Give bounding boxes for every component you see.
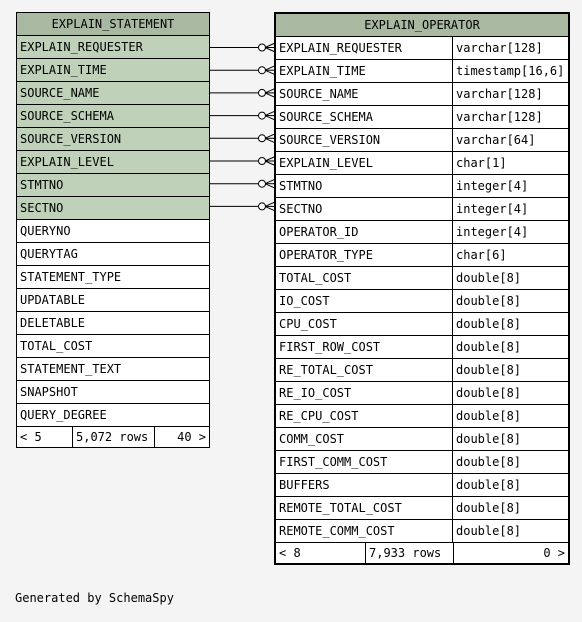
column-type: double[8] bbox=[456, 455, 522, 469]
column-type: varchar[64] bbox=[456, 133, 536, 147]
generator-credit: Generated by SchemaSpy bbox=[15, 591, 174, 605]
column-type: varchar[128] bbox=[456, 41, 543, 55]
column-name: OPERATOR_ID bbox=[276, 221, 453, 243]
column-name: EXPLAIN_TIME bbox=[20, 63, 107, 77]
column-name: SOURCE_SCHEMA bbox=[20, 109, 114, 123]
column-type: varchar[128] bbox=[456, 87, 543, 101]
column-name: EXPLAIN_REQUESTER bbox=[276, 37, 453, 59]
column-name: EXPLAIN_LEVEL bbox=[20, 155, 114, 169]
column-type: integer[4] bbox=[456, 202, 529, 216]
column-name: QUERYNO bbox=[20, 224, 71, 238]
column-name: SOURCE_NAME bbox=[276, 83, 453, 105]
column-name: CPU_COST bbox=[276, 313, 453, 335]
column-name: IO_COST bbox=[276, 290, 453, 312]
column-name: REMOTE_TOTAL_COST bbox=[276, 497, 453, 519]
column-name: TOTAL_COST bbox=[20, 339, 93, 353]
column-name: FIRST_ROW_COST bbox=[276, 336, 453, 358]
column-type: double[8] bbox=[456, 524, 522, 538]
column-type: double[8] bbox=[456, 317, 522, 331]
column-name: SOURCE_SCHEMA bbox=[276, 106, 453, 128]
column-type: double[8] bbox=[456, 294, 522, 308]
column-type: char[1] bbox=[456, 156, 507, 170]
column-type: double[8] bbox=[456, 478, 522, 492]
column-type: varchar[128] bbox=[456, 110, 543, 124]
column-name: COMM_COST bbox=[276, 428, 453, 450]
column-type: integer[4] bbox=[456, 225, 529, 239]
column-name: SECTNO bbox=[276, 198, 453, 220]
row-count: 7,933 rows bbox=[366, 543, 454, 563]
column-type: double[8] bbox=[456, 271, 522, 285]
column-type: double[8] bbox=[456, 386, 522, 400]
column-type: char[6] bbox=[456, 248, 507, 262]
relationship-connector bbox=[209, 44, 274, 52]
table-title[interactable]: EXPLAIN_STATEMENT bbox=[17, 13, 209, 36]
row-count: 5,072 rows bbox=[73, 427, 155, 447]
column-name: STATEMENT_TEXT bbox=[20, 362, 122, 376]
table-title[interactable]: EXPLAIN_OPERATOR bbox=[276, 14, 568, 37]
parents-count[interactable]: < 5 bbox=[17, 427, 73, 447]
column-name: QUERY_DEGREE bbox=[20, 408, 107, 422]
column-name: STATEMENT_TYPE bbox=[20, 270, 122, 284]
column-type: double[8] bbox=[456, 340, 522, 354]
column-name: EXPLAIN_REQUESTER bbox=[20, 40, 143, 54]
relationship-connector bbox=[209, 134, 274, 142]
relationship-connector bbox=[209, 202, 274, 210]
column-name: RE_TOTAL_COST bbox=[276, 359, 453, 381]
column-name: OPERATOR_TYPE bbox=[276, 244, 453, 266]
column-name: UPDATABLE bbox=[20, 293, 86, 307]
column-name: RE_IO_COST bbox=[276, 382, 453, 404]
relationship-connector bbox=[209, 157, 274, 165]
column-type: timestamp[16,6] bbox=[456, 64, 564, 78]
column-type: double[8] bbox=[456, 432, 522, 446]
column-name: EXPLAIN_TIME bbox=[276, 60, 453, 82]
children-count[interactable]: 40 > bbox=[177, 430, 206, 444]
column-name: TOTAL_COST bbox=[276, 267, 453, 289]
relationship-connector bbox=[209, 66, 274, 74]
column-type: double[8] bbox=[456, 409, 522, 423]
column-name: REMOTE_COMM_COST bbox=[276, 520, 453, 542]
column-name: FIRST_COMM_COST bbox=[276, 451, 453, 473]
column-name: SECTNO bbox=[20, 201, 64, 215]
column-name: STMTNO bbox=[276, 175, 453, 197]
column-name: DELETABLE bbox=[20, 316, 86, 330]
parents-count[interactable]: < 8 bbox=[276, 543, 366, 563]
column-name: SOURCE_NAME bbox=[20, 86, 100, 100]
column-name: EXPLAIN_LEVEL bbox=[276, 152, 453, 174]
column-type: integer[4] bbox=[456, 179, 529, 193]
column-name: SOURCE_VERSION bbox=[20, 132, 122, 146]
column-type: double[8] bbox=[456, 363, 522, 377]
column-type: double[8] bbox=[456, 501, 522, 515]
column-name: RE_CPU_COST bbox=[276, 405, 453, 427]
column-name: BUFFERS bbox=[276, 474, 453, 496]
column-name: SOURCE_VERSION bbox=[276, 129, 453, 151]
relationship-connector bbox=[209, 89, 274, 97]
column-name: SNAPSHOT bbox=[20, 385, 78, 399]
column-name: QUERYTAG bbox=[20, 247, 78, 261]
children-count[interactable]: 0 > bbox=[543, 546, 565, 560]
column-name: STMTNO bbox=[20, 178, 64, 192]
relationship-connector bbox=[209, 112, 274, 120]
relationship-connector bbox=[209, 180, 274, 188]
